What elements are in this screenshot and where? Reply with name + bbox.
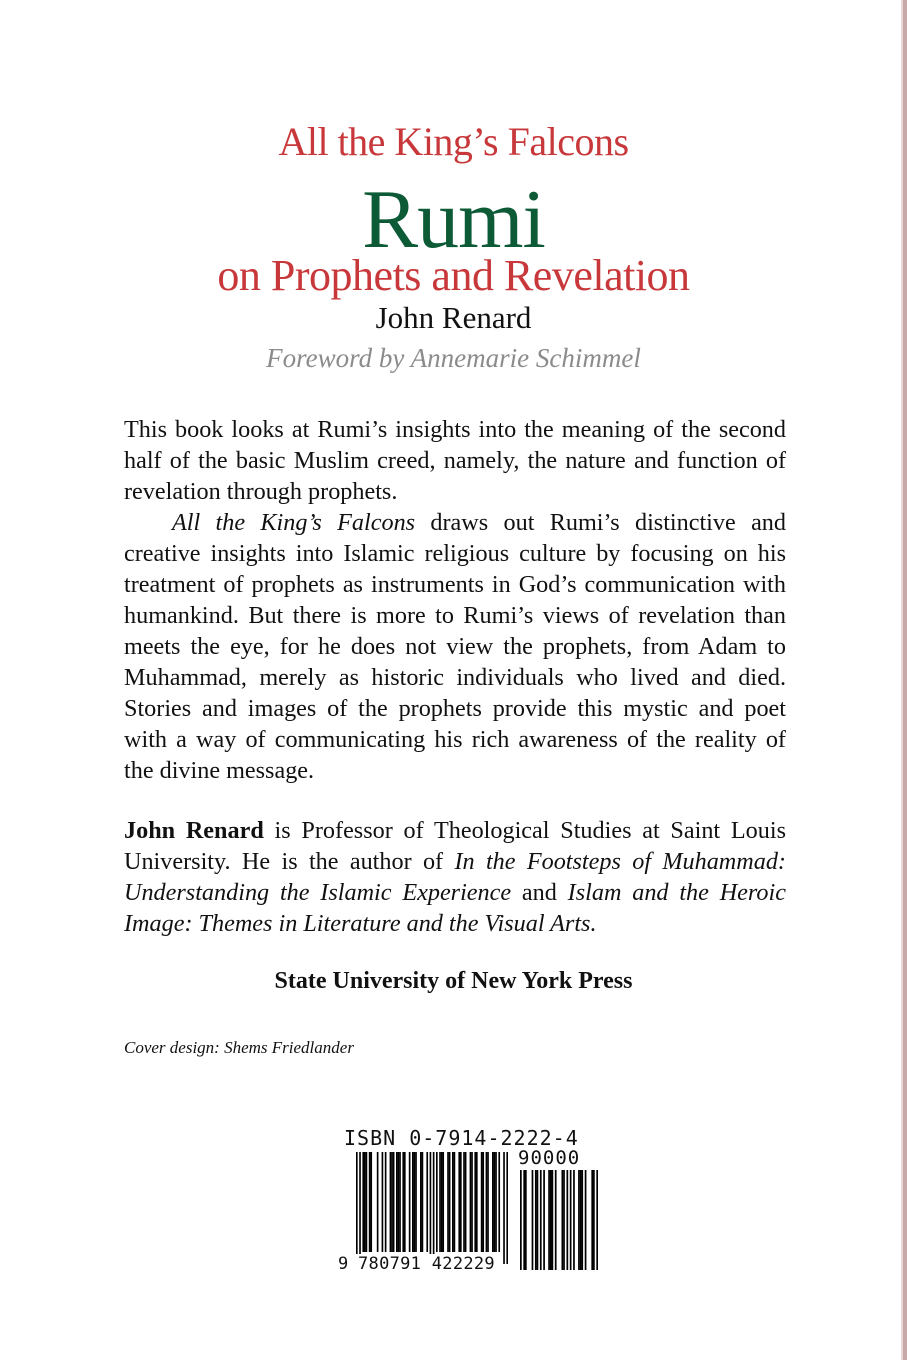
addon-bar — [593, 1170, 595, 1270]
ean-digits: 780791 422229 — [358, 1254, 495, 1274]
barcode-bar — [391, 1152, 393, 1252]
barcode-bar — [458, 1152, 460, 1252]
author-bio-name: John Renard — [124, 817, 264, 844]
barcode-bar — [470, 1152, 472, 1252]
barcode-bar — [420, 1152, 422, 1252]
barcode-bar — [359, 1152, 361, 1264]
barcode-bar — [442, 1152, 444, 1252]
addon-bar — [596, 1170, 598, 1270]
barcode-bar — [495, 1152, 497, 1252]
addon-bar — [523, 1170, 525, 1270]
price-addon-digits: 90000 — [518, 1147, 581, 1169]
barcode-bar — [370, 1152, 372, 1252]
barcode-bar — [481, 1152, 483, 1252]
barcode-bar — [476, 1152, 478, 1252]
addon-bar — [585, 1170, 587, 1270]
ean-barcode — [356, 1152, 508, 1264]
author-bio-paragraph — [124, 815, 786, 939]
barcode-bar — [449, 1152, 451, 1252]
barcode-bar — [399, 1152, 401, 1252]
addon-barcode — [520, 1170, 598, 1270]
barcode-bar — [409, 1152, 411, 1252]
description-paragraph-1: This book looks at Rumi’s insights into the meaning of the second half of the basic Muslim creed, namely, the nature and function of revelation through prophets. — [124, 416, 786, 505]
addon-bar — [561, 1170, 563, 1270]
addon-bar — [573, 1170, 575, 1270]
barcode-bar — [452, 1152, 454, 1252]
addon-bar — [591, 1170, 593, 1270]
addon-bar — [548, 1170, 550, 1270]
author-bio — [124, 815, 786, 939]
cover-subtitle-top: All the King’s Falcons — [278, 119, 629, 164]
addon-bar — [580, 1170, 582, 1270]
barcode-bar — [486, 1152, 488, 1252]
addon-bar — [566, 1170, 568, 1270]
addon-bar — [520, 1170, 522, 1270]
barcode-bar — [454, 1152, 456, 1252]
addon-bar — [537, 1170, 539, 1270]
barcode-bar — [463, 1152, 465, 1252]
addon-bar — [535, 1170, 537, 1270]
barcode-bar — [474, 1152, 476, 1252]
addon-bar — [525, 1170, 527, 1270]
ean-first-digit: 9 — [338, 1254, 349, 1274]
addon-bar — [581, 1170, 583, 1270]
barcode-bar — [364, 1152, 366, 1252]
foreword-credit: Foreword by Annemarie Schimmel — [266, 343, 641, 373]
barcode-bar — [366, 1152, 368, 1252]
addon-bar — [543, 1170, 545, 1270]
author-bio-text-2: and — [511, 879, 568, 906]
addon-bar — [570, 1170, 572, 1270]
barcode-bar — [433, 1152, 435, 1264]
barcode-bar — [482, 1152, 484, 1252]
addon-bar — [555, 1170, 557, 1270]
barcode-bar — [393, 1152, 395, 1252]
barcode-bar — [492, 1152, 494, 1252]
barcode-bar — [494, 1152, 496, 1252]
barcode-bar — [465, 1152, 467, 1252]
author-name: John Renard — [375, 300, 532, 335]
description — [124, 414, 786, 786]
barcode-bar — [382, 1152, 384, 1252]
barcode-bar — [487, 1152, 489, 1252]
barcode-bar — [503, 1152, 505, 1264]
barcode-bar — [460, 1152, 462, 1252]
barcode-bar — [362, 1152, 364, 1252]
barcode-bar — [412, 1152, 414, 1252]
barcode-bar — [436, 1152, 438, 1252]
barcode-bar — [390, 1152, 392, 1252]
cover-design-credit: Cover design: Shems Friedlander — [124, 1038, 354, 1057]
barcode-bar — [439, 1152, 441, 1252]
barcode-bar — [498, 1152, 500, 1252]
barcode-bar — [415, 1152, 417, 1252]
barcode-bar — [404, 1152, 406, 1252]
addon-bar — [550, 1170, 552, 1270]
barcode-bar — [369, 1152, 371, 1252]
author-bio-text-1: is Professor of Theological Studies at Saint Louis University. He is the author of — [124, 817, 786, 875]
barcode-bar — [402, 1152, 404, 1252]
addon-bar — [563, 1170, 565, 1270]
cover-subtitle-bottom: on Prophets and Revelation — [217, 251, 690, 300]
barcode-bar — [447, 1152, 449, 1252]
author-bio-book-1: In the Footsteps of Muhammad: Understanding the Islamic Experience — [124, 848, 786, 906]
cover-title: Rumi — [362, 173, 545, 266]
book-title-italic: All the King’s Falcons — [172, 509, 416, 536]
barcode-bar — [471, 1152, 473, 1252]
barcode-bar — [426, 1152, 428, 1252]
barcode-bar — [398, 1152, 400, 1252]
barcode-bar — [441, 1152, 443, 1252]
barcode-bar — [396, 1152, 398, 1252]
description-paragraph-2-text: draws out Rumi’s distinctive and creative insights into Islamic religious culture by focusing on his treatment of prophets as instruments in God’s communication with humankind. But there is more to Rumi’s views of revelation than meets the eye, for he does not view the prophets, from Adam to Muhammad, merely as historic individuals who lived and died. Stories and images of the prophets provide this mystic and poet with a way of communicating his rich awareness of the reality of the divine message. — [124, 509, 786, 784]
addon-bar — [552, 1170, 554, 1270]
barcode-bar — [422, 1152, 424, 1252]
publisher-name: State University of New York Press — [274, 968, 633, 994]
barcode-bar — [377, 1152, 379, 1252]
addon-bar — [578, 1170, 580, 1270]
barcode-bar — [506, 1152, 508, 1264]
description-paragraph-2 — [124, 507, 786, 786]
addon-bar — [532, 1170, 534, 1270]
addon-bar — [540, 1170, 542, 1270]
barcode-bar — [356, 1152, 358, 1264]
isbn-label: ISBN 0-7914-2222-4 — [344, 1126, 579, 1150]
barcode-bar — [430, 1152, 432, 1264]
author-bio-book-2: Islam and the Heroic Image: Themes in Literature and the Visual Arts. — [124, 879, 786, 937]
barcode-bar — [385, 1152, 387, 1252]
barcode-bar — [414, 1152, 416, 1252]
